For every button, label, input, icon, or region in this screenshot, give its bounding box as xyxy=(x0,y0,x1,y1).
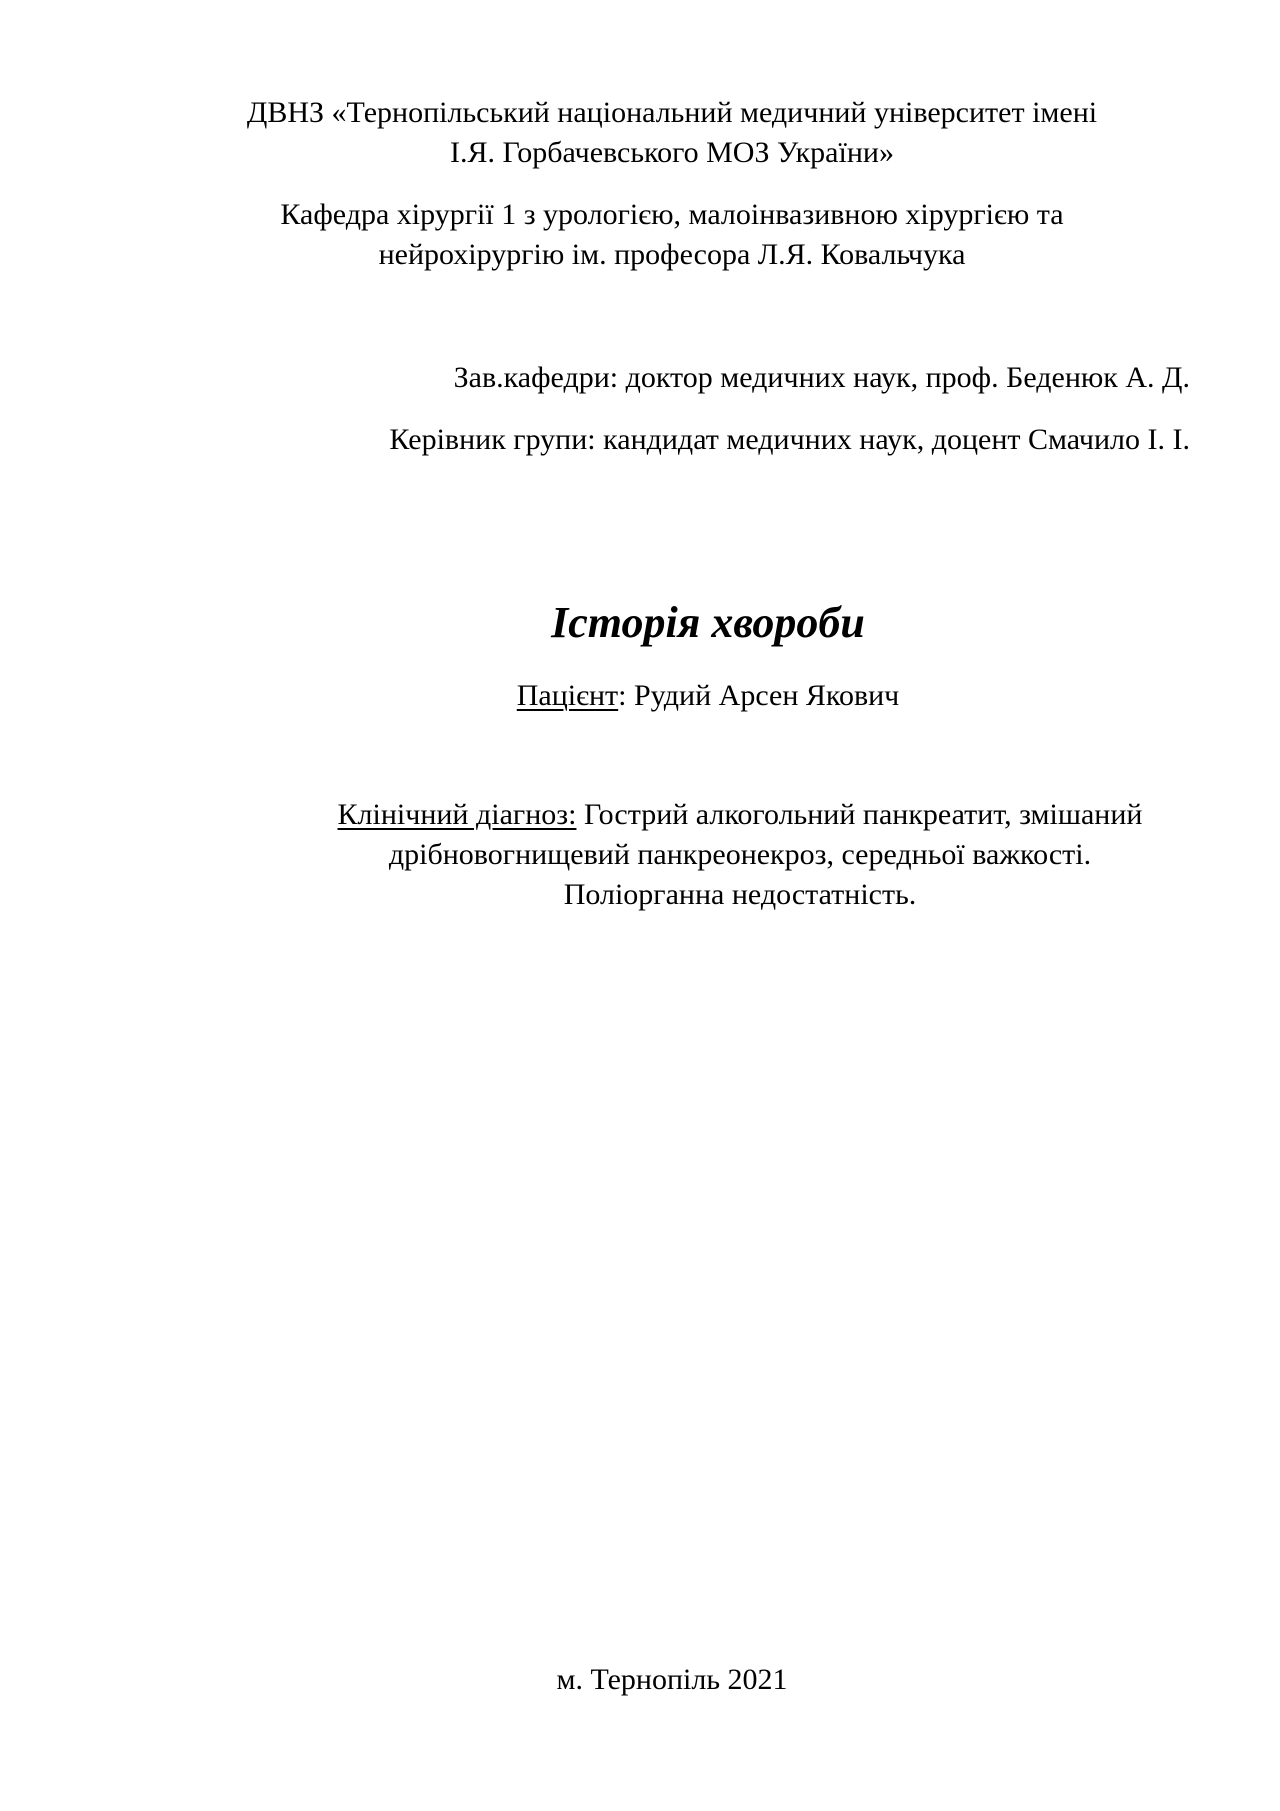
patient-separator: : xyxy=(618,679,634,712)
diagnosis-line-3: Поліорганна недостатність. xyxy=(563,878,917,911)
diagnosis-text-1: Гострий алкогольний панкреатит, змішаний xyxy=(576,798,1143,831)
department-name xyxy=(160,195,1184,275)
document-title: Історія хвороби xyxy=(551,598,865,647)
university-line-1: ДВНЗ «Тернопільський національний медичний університет імені xyxy=(246,96,1098,129)
city-and-year: м. Тернопіль 2021 xyxy=(556,1663,788,1696)
patient-name: Рудий Арсен Якович xyxy=(634,679,900,712)
patient-line xyxy=(160,676,1256,716)
diagnosis-line-2: дрібновогнищевий панкреонекроз, середньої важкості. xyxy=(388,838,1092,871)
clinical-diagnosis xyxy=(235,795,1245,915)
head-of-department: Зав.кафедри: доктор медичних наук, проф. Беденюк А. Д. xyxy=(453,361,1190,394)
group-leader: Керівник групи: кандидат медичних наук, доцент Смачило І. І. xyxy=(389,423,1190,456)
university-line-2: І.Я. Горбачевського МОЗ України» xyxy=(450,136,894,169)
university-name xyxy=(160,93,1184,173)
department-line-1: Кафедра хірургії 1 з урологією, малоінвазивною хірургією та xyxy=(280,198,1064,231)
department-line-2: нейрохірургію ім. професора Л.Я. Ковальчука xyxy=(378,238,966,271)
diagnosis-line-1 xyxy=(235,795,1245,835)
diagnosis-label: Клінічний діагноз: xyxy=(337,798,577,831)
patient-label: Пацієнт xyxy=(516,679,619,712)
